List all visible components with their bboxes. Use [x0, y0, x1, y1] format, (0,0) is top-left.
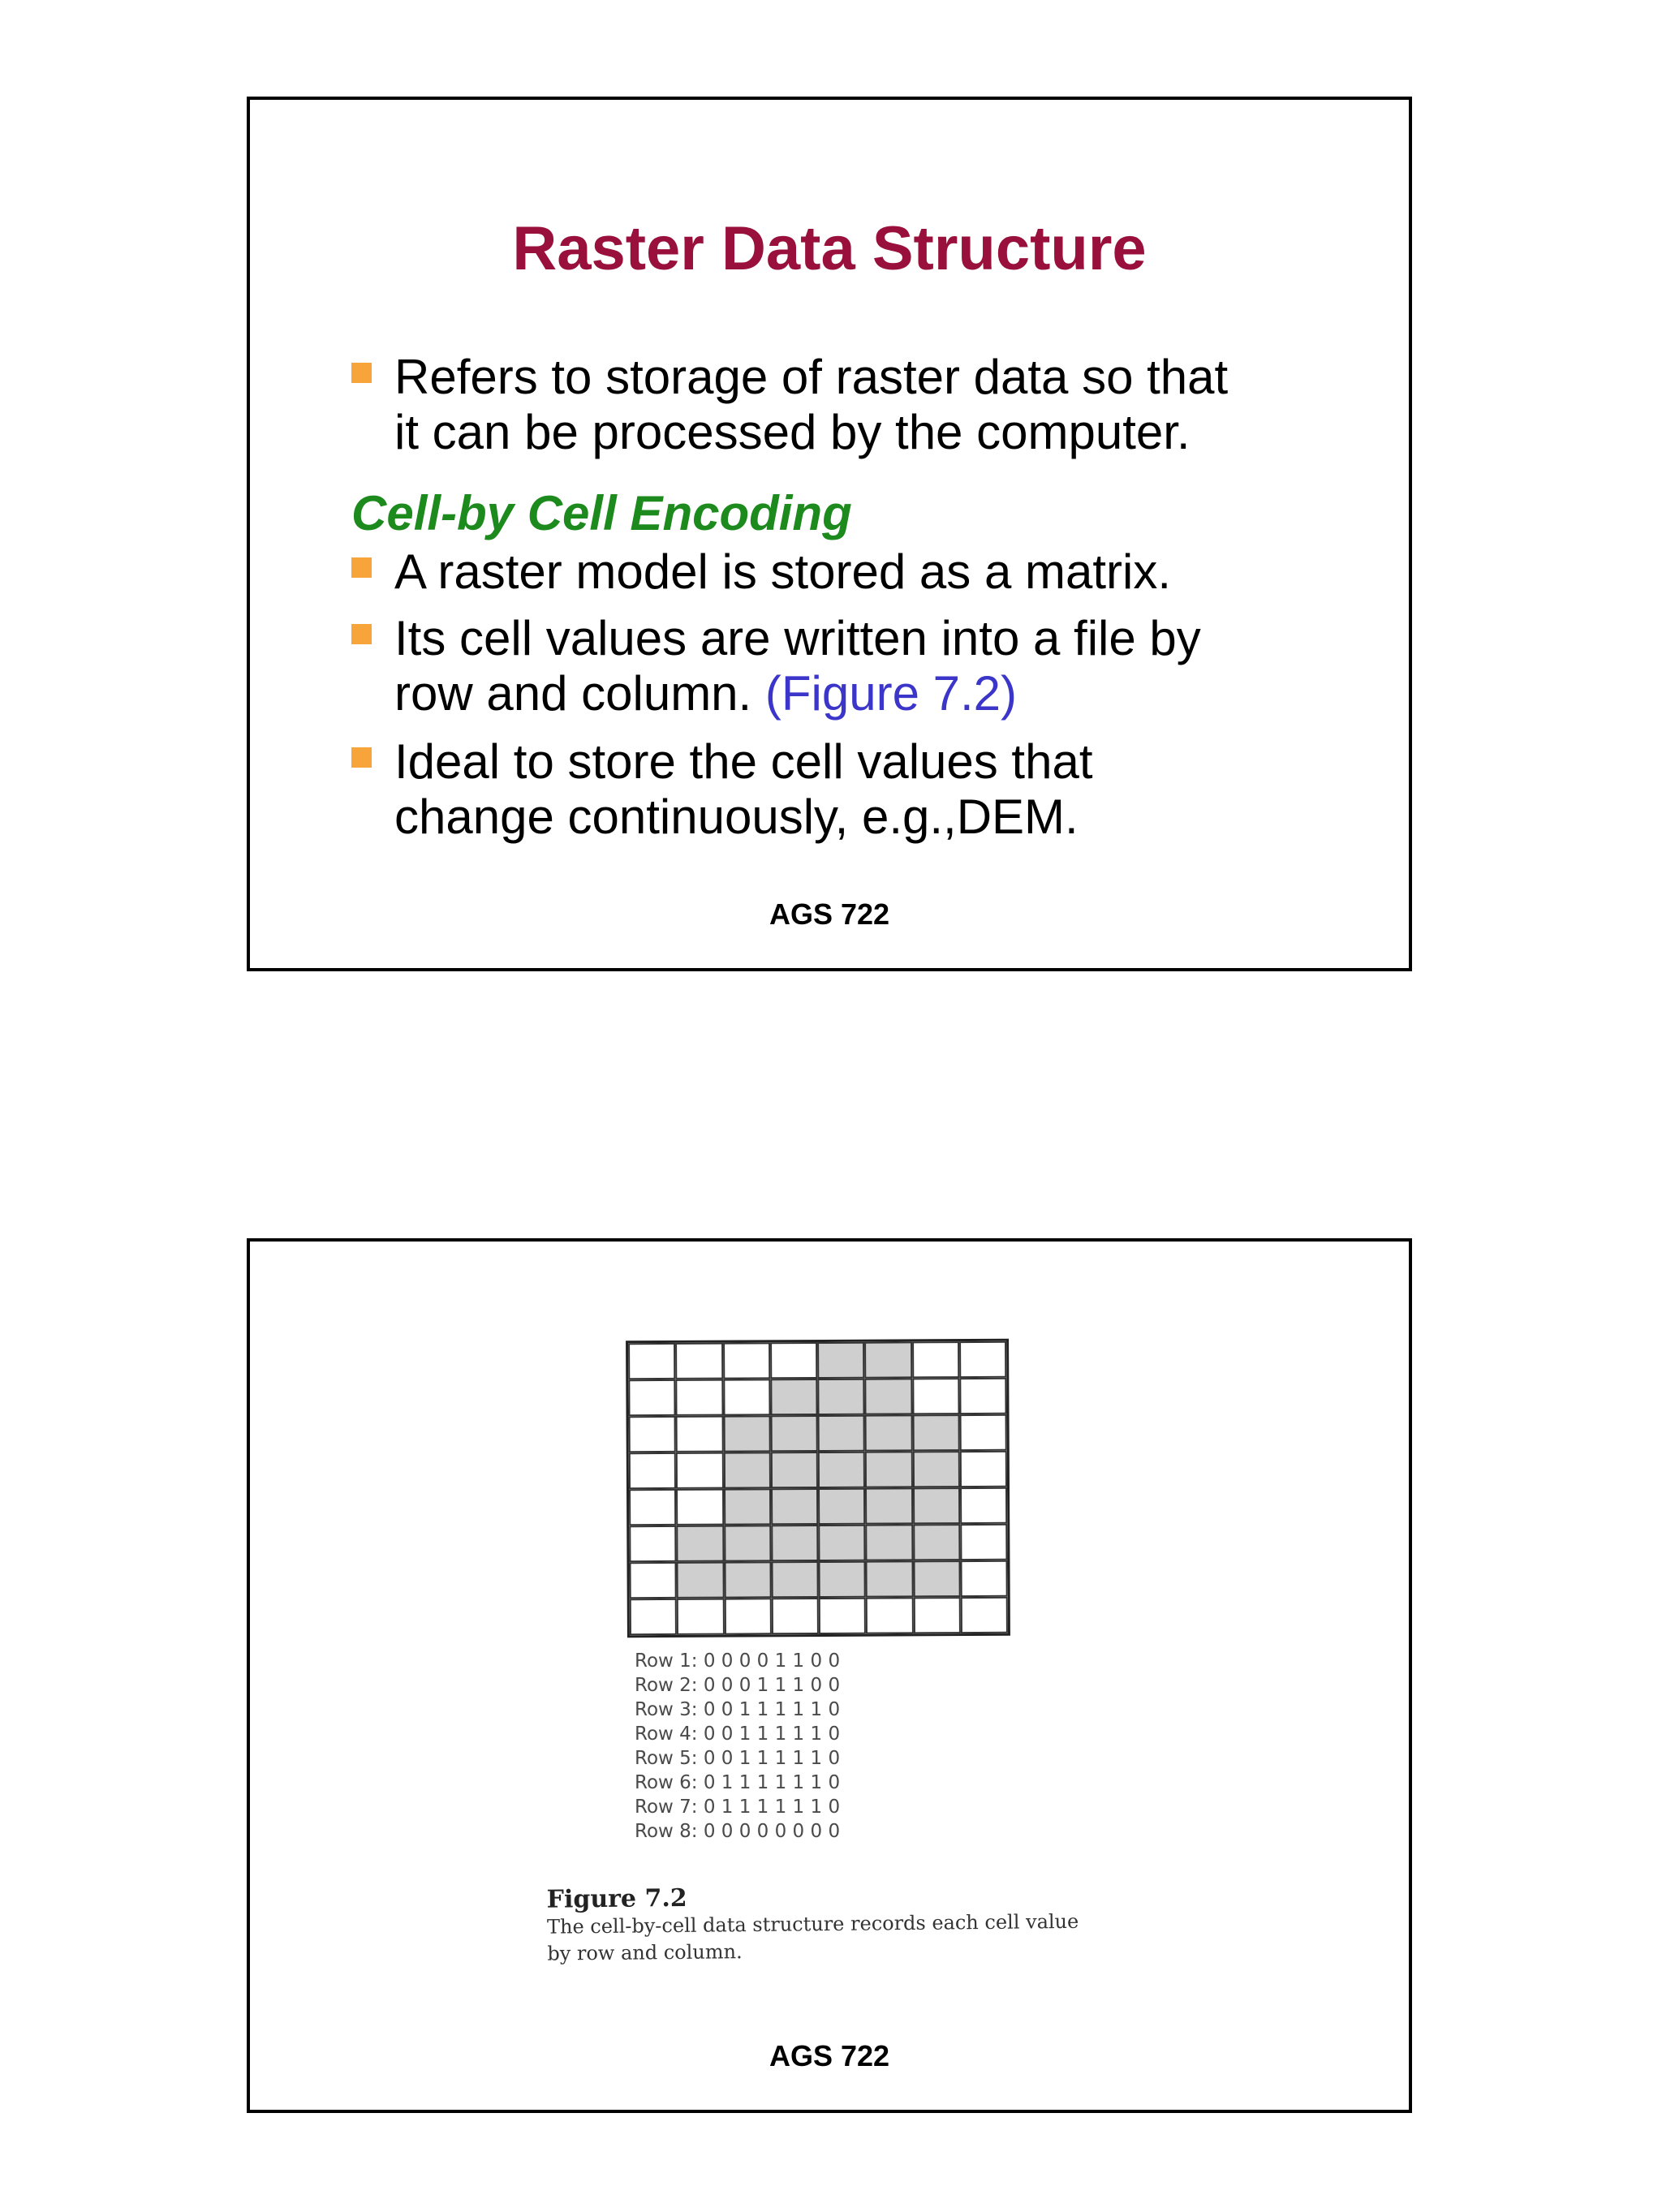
- raster-cell-empty: [724, 1598, 771, 1634]
- raster-cell-empty: [676, 1416, 723, 1452]
- raster-cell-filled: [771, 1488, 818, 1525]
- raster-cell-empty: [723, 1379, 770, 1415]
- subheading-cell-encoding: Cell-by Cell Encoding: [351, 486, 852, 540]
- raster-cell-empty: [676, 1452, 723, 1489]
- raster-cell-filled: [724, 1561, 771, 1598]
- row-encoding-line: Row 6: 0 1 1 1 1 1 1 0: [635, 1772, 841, 1793]
- raster-cell-filled: [818, 1415, 865, 1452]
- figure-description-line: by row and column.: [547, 1940, 743, 1965]
- raster-cell-empty: [676, 1489, 723, 1526]
- raster-cell-filled: [723, 1415, 770, 1452]
- bullet-ideal-dem: [351, 734, 1376, 845]
- raster-cell-empty: [629, 1452, 676, 1489]
- row-encoding-line: Row 8: 0 0 0 0 0 0 0 0: [635, 1821, 841, 1842]
- bullet-text-line: Ideal to store the cell values that: [394, 734, 1093, 789]
- row-encoding-line: Row 3: 0 0 1 1 1 1 1 0: [635, 1699, 841, 1720]
- raster-cell-filled: [771, 1561, 818, 1598]
- raster-cell-filled: [913, 1560, 960, 1597]
- raster-cell-empty: [677, 1599, 724, 1635]
- raster-cell-filled: [724, 1488, 771, 1525]
- raster-cell-empty: [771, 1598, 818, 1634]
- raster-cell-filled: [865, 1378, 912, 1414]
- raster-cell-filled: [676, 1526, 723, 1562]
- bullet-text-line: A raster model is stored as a matrix.: [394, 544, 1172, 599]
- square-bullet-icon: [351, 557, 372, 578]
- raster-cell-empty: [723, 1342, 770, 1379]
- bullet-text-line: Refers to storage of raster data so that: [394, 350, 1229, 404]
- bullet-storage: [351, 350, 1376, 460]
- square-bullet-icon: [351, 624, 372, 644]
- bullet-matrix: [351, 544, 1376, 600]
- raster-cell-filled: [912, 1451, 959, 1487]
- raster-cell-filled: [771, 1452, 818, 1488]
- row-encoding-line: Row 5: 0 0 1 1 1 1 1 0: [635, 1748, 841, 1769]
- slide-figure-7-2: [247, 1238, 1412, 2113]
- raster-cell-filled: [723, 1452, 770, 1488]
- figure-label: Figure 7.2: [546, 1883, 687, 1914]
- raster-cell-filled: [817, 1342, 864, 1379]
- raster-cell-filled: [912, 1487, 959, 1524]
- raster-cell-filled: [770, 1415, 817, 1452]
- raster-cell-empty: [959, 1341, 1006, 1378]
- raster-cell-filled: [865, 1414, 912, 1451]
- bullet-text-line: Its cell values are written into a file by: [394, 611, 1201, 665]
- slide-raster-data-structure: [247, 97, 1412, 971]
- raster-cell-empty: [960, 1597, 1007, 1633]
- raster-cell-filled: [724, 1525, 771, 1561]
- slide-title: Raster Data Structure: [512, 214, 1147, 283]
- raster-cell-empty: [628, 1379, 675, 1416]
- raster-cell-empty: [819, 1598, 866, 1634]
- raster-cell-empty: [630, 1599, 677, 1635]
- bullet-text-line: [394, 666, 1376, 721]
- figure-reference: (Figure 7.2): [764, 666, 1017, 721]
- bullet-text-line: it can be processed by the computer.: [394, 405, 1191, 459]
- bullet-row-column: [351, 611, 1376, 721]
- raster-grid-figure: [626, 1339, 1010, 1637]
- raster-cell-empty: [912, 1378, 959, 1414]
- raster-cell-empty: [676, 1379, 723, 1416]
- row-encoding-line: Row 1: 0 0 0 0 1 1 0 0: [635, 1650, 841, 1672]
- row-encoding-list: [635, 1649, 840, 1844]
- raster-cell-filled: [864, 1341, 911, 1378]
- raster-cell-empty: [866, 1597, 913, 1633]
- raster-cell-filled: [865, 1451, 912, 1487]
- slide-footer: AGS 722: [769, 2039, 890, 2072]
- raster-cell-filled: [771, 1525, 818, 1561]
- raster-cell-empty: [629, 1489, 676, 1526]
- figure-caption: [546, 1879, 1115, 1967]
- raster-cell-empty: [770, 1342, 817, 1379]
- raster-cell-empty: [912, 1341, 959, 1378]
- bullet-text-part: row and column.: [394, 666, 752, 721]
- raster-cell-filled: [677, 1562, 724, 1599]
- slide-footer: AGS 722: [769, 897, 890, 931]
- raster-cell-filled: [770, 1379, 817, 1415]
- raster-cell-empty: [960, 1560, 1007, 1597]
- raster-cell-filled: [865, 1487, 912, 1524]
- raster-cell-filled: [866, 1560, 913, 1597]
- row-encoding-line: Row 2: 0 0 0 1 1 1 0 0: [635, 1675, 841, 1696]
- raster-cell-filled: [818, 1488, 865, 1525]
- raster-cell-empty: [960, 1451, 1007, 1487]
- figure-description-line: The cell-by-cell data structure records each cell value: [546, 1909, 1079, 1939]
- raster-cell-empty: [959, 1414, 1006, 1451]
- raster-cell-empty: [629, 1526, 676, 1562]
- raster-cell-empty: [913, 1597, 960, 1633]
- raster-cell-empty: [675, 1343, 722, 1379]
- square-bullet-icon: [351, 747, 372, 768]
- raster-cell-filled: [818, 1525, 865, 1561]
- raster-cell-empty: [960, 1524, 1007, 1560]
- raster-cell-filled: [817, 1379, 864, 1415]
- raster-cell-empty: [959, 1378, 1006, 1414]
- raster-cell-filled: [912, 1414, 959, 1451]
- raster-cell-empty: [629, 1416, 676, 1452]
- row-encoding-line: Row 4: 0 0 1 1 1 1 1 0: [635, 1724, 841, 1745]
- raster-cell-filled: [818, 1452, 865, 1488]
- bullet-text-line: change continuously, e.g.,DEM.: [394, 790, 1079, 844]
- square-bullet-icon: [351, 363, 372, 383]
- raster-cell-empty: [629, 1562, 676, 1599]
- raster-cell-filled: [818, 1561, 865, 1598]
- raster-cell-empty: [960, 1487, 1007, 1524]
- raster-cell-filled: [913, 1524, 960, 1560]
- raster-cell-empty: [628, 1343, 675, 1379]
- row-encoding-line: Row 7: 0 1 1 1 1 1 1 0: [635, 1797, 841, 1818]
- raster-cell-filled: [865, 1524, 912, 1560]
